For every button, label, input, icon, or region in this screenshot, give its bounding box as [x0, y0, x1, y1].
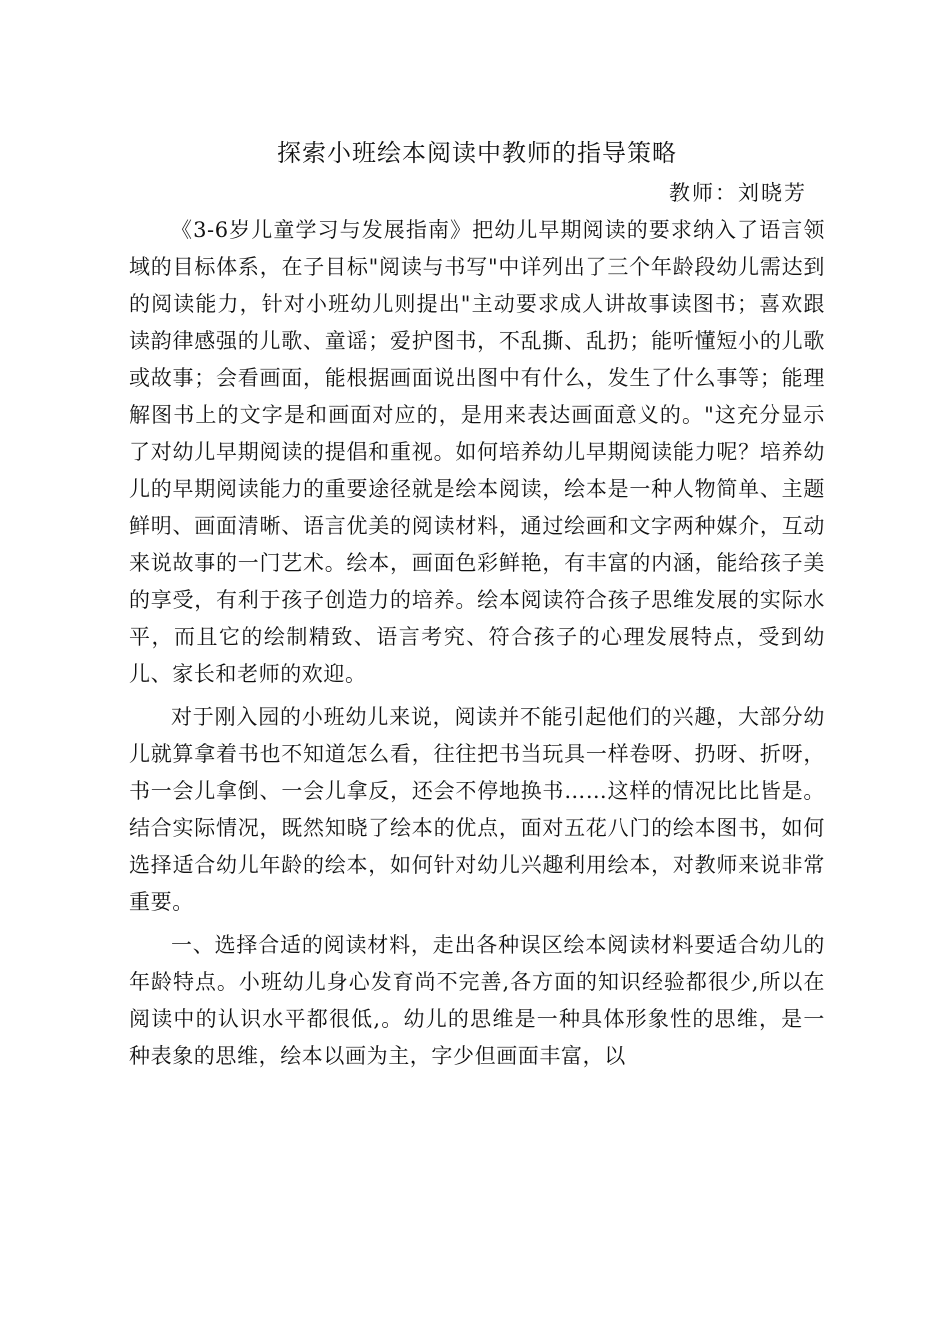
document-body [129, 212, 825, 1075]
paragraph-selection: 一、选择合适的阅读材料，走出各种误区绘本阅读材料要适合幼儿的年龄特点。小班幼儿身心发育尚不完善,各方面的知识经验都很少,所以在阅读中的认识水平都很低,。幼儿的思维是一种具体形象性的思维，是一种表象的思维，绘本以画为主，字少但画面丰富，以 [129, 933, 825, 1068]
paragraph-small-class: 对于刚入园的小班幼儿来说，阅读并不能引起他们的兴趣，大部分幼儿就算拿着书也不知道怎么看，往往把书当玩具一样卷呀、扔呀、折呀，书一会儿拿倒、一会儿拿反，还会不停地换书……这样的情况比比皆是。结合实际情况，既然知晓了绘本的优点，面对五花八门的绘本图书，如何选择适合幼儿年龄的绘本，如何针对幼儿兴趣利用绘本，对教师来说非常重要。 [129, 705, 825, 914]
document-title: 探索小班绘本阅读中教师的指导策略 [277, 139, 677, 167]
document-content [129, 134, 825, 1075]
paragraph-guidelines: 《3-6岁儿童学习与发展指南》把幼儿早期阅读的要求纳入了语言领域的目标体系，在子目标"阅读与书写"中详列出了三个年龄段幼儿需达到的阅读能力，针对小班幼儿则提出"主动要求成人讲故事读图书；喜欢跟读韵律感强的儿歌、童谣；爱护图书，不乱撕、乱扔；能听懂短小的儿歌或故事；会看画面，能根据画面说出图中有什么，发生了什么事等；能理解图书上的文字是和画面对应的，是用来表达画面意义的。"这充分显示了对幼儿早期阅读的提倡和重视。如何培养幼儿早期阅读能力呢？培养幼儿的早期阅读能力的重要途径就是绘本阅读，绘本是一种人物简单、主题鲜明、画面清晰、语言优美的阅读材料，通过绘画和文字两种媒介，互动来说故事的一门艺术。绘本，画面色彩鲜艳，有丰富的内涵，能给孩子美的享受，有利于孩子创造力的培养。绘本阅读符合孩子思维发展的实际水平，而且它的绘制精致、语言考究、符合孩子的心理发展特点，受到幼儿、家长和老师的欢迎。 [129, 218, 825, 686]
document-author: 教师：刘晓芳 [669, 181, 807, 205]
